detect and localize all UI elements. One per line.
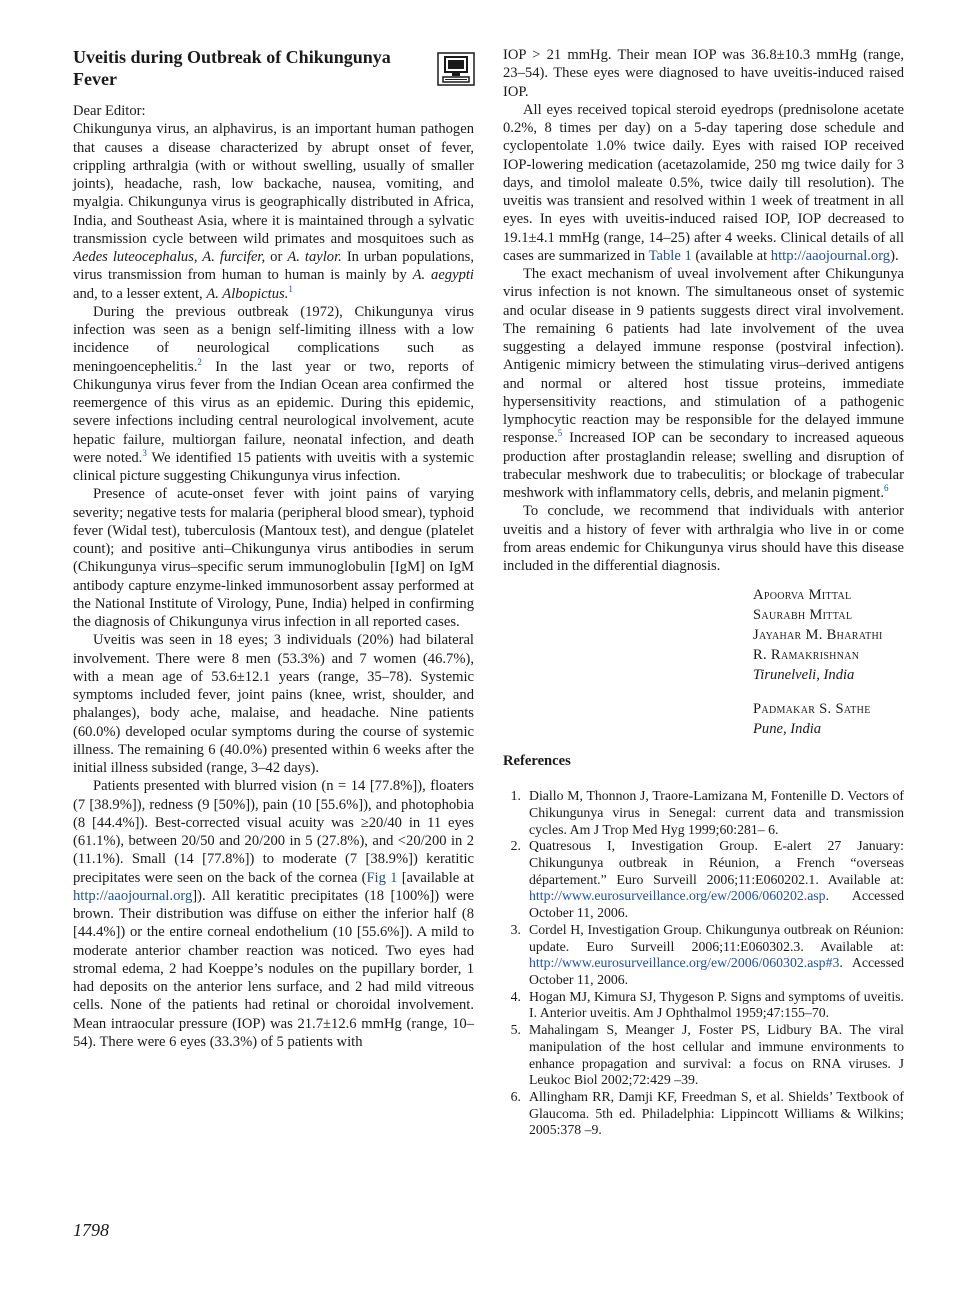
reference-item (503, 1022, 904, 1089)
text-run: Patients presented with blurred vision (n = 14 [77.8%]), floaters (7 [38.9%]), redness (9 [50%]), pain (10 [55.6%]), and photophobia (8 [44.4%]). Best-corrected visual acuity was ≥20/40 in 11 eyes (61.1%), between 20/50 and 20/200 in 5 (27.8%), and <20/200 in 2 (11.1%). Small (14 [77.8%]) to moderate (7 [38.9%]) keratitic precipitates were seen on the back of the cornea ( (73, 778, 474, 886)
paragraph-mechanism (503, 265, 904, 502)
text-run: ). (890, 247, 899, 264)
text-run: and, to a lesser extent, (73, 285, 207, 302)
reference-text: Hogan MJ, Kimura SJ, Thygeson P. Signs and symptoms of uveitis. I. Anterior uveitis. Am J Ophthalmol 1959;47:155–70. (529, 988, 904, 1021)
reference-text: Mahalingam S, Meanger J, Foster PS, Lidbury BA. The viral manipulation of the host cellular and immune environments to enhance propagation and survival: a focus on RNA viruses. J Leukoc Biol 2002;72:429 –39. (529, 1022, 904, 1088)
text-run: Quatresous I, Investigation Group. E-alert 27 January: Chikungunya outbreak in Réunion, a French “overseas département.” Euro Surveill 2006;11:E060202.1. Available at: (529, 838, 904, 887)
text-run: In the last year or two, reports of Chikungunya virus fever from the Indian Ocean area confirmed the reemergence of this virus as an epidemic. During this epidemic, severe infections including central neurological involvement, acute hepatic failure, multiorgan failure, neonatal infection, and death were noted. (73, 358, 474, 466)
text-run: Cordel H, Investigation Group. Chikungunya outbreak on Réunion: update. Euro Surveill 2006;11:E060302.3. Available at: (529, 921, 904, 954)
text-run: Increased IOP can be secondary to increased aqueous production after prostaglandin release; swelling and disruption of trabecular meshwork due to trabeculitis; or blockage of trabecular meshwork with inflammatory cells, debris, and melanin pigment. (503, 430, 904, 501)
paragraph-clinical-findings (73, 777, 474, 1051)
reference-list (503, 788, 904, 1139)
reference-number: 1. (510, 788, 521, 804)
citation-link[interactable]: 2 (197, 356, 202, 367)
reference-text (529, 838, 904, 922)
right-column (503, 46, 904, 1139)
text-run: All eyes received topical steroid eyedrops (prednisolone acetate 0.2%, 8 times per day) on a 5-day tapering dose schedule and cyclopentolate 1.0% twice daily. Eyes with raised IOP received IOP-lowering medication (acetazolamide, 250 mg twice daily for 3 days, and timolol maleate 0.5%, twice daily till resolution). The uveitis was transient and resolved within 1 week of treatment in all eyes. In eyes with uveitis-induced raised IOP, IOP decreased to 19.1±4.1 mmHg (range, 14–25) after 4 weeks. Clinical details of all cases are summarized in (503, 101, 904, 264)
reference-url-link[interactable]: http://www.eurosurveillance.org/ew/2006/060202.asp (529, 888, 826, 904)
text-run: In urban populations, virus transmission from human to human is mainly by (73, 249, 474, 284)
citation-link[interactable]: 3 (142, 447, 147, 458)
author-name: Jayahar M. Bharathi (753, 627, 883, 644)
reference-item (503, 1089, 904, 1139)
citation-link[interactable]: 6 (883, 483, 889, 494)
reference-number: 6. (510, 1088, 521, 1104)
salutation: Dear Editor: (73, 103, 146, 119)
page-number: 1798 (73, 1220, 109, 1240)
text-run: ]). All keratitic precipitates (18 [100%]) were brown. Their distribution was diffuse on either the inferior half (8 [44.4%]) or the entire corneal endothelium (10 [55.6%]). A mild to moderate anterior chamber reaction was noticed. Two eyes had stromal edema, 2 had Koeppe’s nodules on the pupillary border, 1 had deposits on the anterior lens surface, and 2 had mild vitreous cells. None of the patients had retinal or choroidal involvement. Mean intraocular pressure (IOP) was 21.7±12.6 mmHg (range, 10–54). There were 6 eyes (33.3%) of 5 patients with (73, 887, 474, 1050)
reference-text: Diallo M, Thonnon J, Traore-Lamizana M, Fontenille D. Vectors of Chikungunya virus in Senegal: current data and transmission cycles. Am J Trop Med Hyg 1999;60:281– 6. (529, 788, 904, 837)
article-title: Uveitis during Outbreak of Chikungunya Fever (73, 47, 391, 89)
text-run: . Accessed October 11, 2006. (529, 888, 904, 921)
text-run: Chikungunya virus, an alphavirus, is an important human pathogen that causes a disease characterized by abrupt onset of fever, crippling arthralgia (with or without swelling, usually of smaller joints), headache, rash, low backache, nausea, vomiting, and myalgia. Chikungunya virus is geographically distributed in Africa, India, and Southeast Asia, where it is maintained through a sylvatic transmission cycle between wild primates and mosquitoes such as (73, 121, 474, 247)
reference-number: 3. (510, 921, 521, 937)
reference-url-link[interactable]: http://www.eurosurveillance.org/ew/2006/060302.asp#3 (529, 955, 840, 971)
paragraph-conclusion: To conclude, we recommend that individuals with anterior uveitis and a history of fever with arthralgia who live in or come from areas endemic for Chikungunya virus should have this disease included in the differential diagnosis. (503, 503, 904, 574)
species-name: A. aegypti (412, 267, 474, 284)
species-name: A. taylor. (287, 249, 342, 265)
citation-link[interactable]: 1 (288, 283, 293, 294)
species-name: A. Albopictus. (206, 285, 289, 302)
text-run: (available at (691, 247, 771, 264)
text-run: or (265, 249, 288, 265)
author-name: R. Ramakrishnan (753, 647, 860, 664)
text-run: During the previous outbreak (1972), Chikungunya virus infection was seen as a benign self-limiting illness with a low incidence of neurological complications such as meningoencephelitis. (73, 303, 474, 375)
text-run: . Accessed October 11, 2006. (529, 955, 904, 987)
paragraph-treatment (503, 101, 904, 265)
species-name: Aedes luteocephalus, A. furcifer, (73, 249, 266, 265)
reference-text (529, 922, 904, 989)
author-location: Tirunelveli, India (753, 667, 855, 684)
signature-block (753, 585, 904, 739)
author-name: Apoorva Mittal (753, 587, 852, 604)
paragraph-diagnosis: Presence of acute-onset fever with joint pains of varying severity; negative tests for malaria (peripheral blood smear), typhoid fever (Widal test), tuberculosis (Mantoux test), and dengue (platelet count); and positive anti–Chikungunya virus antibodies in serum (Chikungunya virus–specific serum immunoglobulin [IgM] on IgM antibody capture enzyme-linked immunosorbent assay performed at the National Institute of Virology, Pune, India) helped in confirming the diagnosis of Chikungunya virus infection in all reported cases. (73, 486, 474, 630)
text-run: We identified 15 patients with uveitis with a systemic clinical picture suggesting Chikungunya virus infection. (73, 449, 474, 484)
reference-number: 2. (510, 838, 521, 854)
paragraph-intro (73, 120, 474, 303)
reference-item (503, 989, 904, 1022)
figure-link[interactable]: Fig 1 (366, 869, 398, 886)
author-name: Padmakar S. Sathe (753, 701, 871, 718)
reference-item (503, 922, 904, 989)
journal-url-link[interactable]: http://aaojournal.org (73, 887, 193, 904)
paragraph-iop: IOP > 21 mmHg. Their mean IOP was 36.8±10.3 mmHg (range, 23–54). These eyes were diagnosed to have uveitis-induced raised IOP. (503, 47, 904, 100)
paragraph-demographics: Uveitis was seen in 18 eyes; 3 individuals (20%) had bilateral involvement. There were 8 men (53.3%) and 7 women (46.7%), with a mean age of 53.6±12.1 years (range, 35–78). Systemic symptoms included fever, joint pains (knee, wrist, shoulder, and phalanges), body ache, malaise, and headache. Nine patients (60.0%) developed ocular symptoms during the course of systemic illness. The remaining 6 (40.0%) presented within 6 weeks after the initial illness subsided (range, 3–42 days). (73, 632, 474, 776)
table-link[interactable]: Table 1 (648, 247, 692, 264)
reference-item (503, 788, 904, 838)
references-heading: References (503, 753, 571, 770)
text-run: The exact mechanism of uveal involvement after Chikungunya virus infection is not known. The simultaneous onset of systemic and ocular disease in 9 patients suggests direct viral involvement. The remaining 6 patients had late involvement of the uvea suggesting a delayed immune response (postviral infection). Antigenic mimicry between the stimulating virus–derived antigens and normal or altered host tissue proteins, immediate hypersensitivity reactions, and stimulation of a pathogenic lymphocytic reaction may be responsible for the delayed immune response. (503, 266, 904, 447)
reference-item (503, 838, 904, 922)
left-column (73, 46, 474, 1051)
text-run: [available at (397, 869, 474, 886)
computer-monitor-icon (437, 52, 475, 86)
paragraph-outbreak (73, 303, 474, 486)
reference-number: 5. (510, 1022, 521, 1038)
reference-text: Allingham RR, Damji KF, Freedman S, et al. Shields’ Textbook of Glaucoma. 5th ed. Philadelphia: Lippincott Williams & Wilkins; 2005:378 –9. (529, 1088, 904, 1138)
journal-url-link[interactable]: http://aaojournal.org (770, 247, 891, 264)
author-location: Pune, India (753, 721, 822, 738)
reference-number: 4. (510, 988, 521, 1004)
citation-link[interactable]: 5 (557, 428, 563, 439)
author-name: Saurabh Mittal (753, 607, 853, 624)
